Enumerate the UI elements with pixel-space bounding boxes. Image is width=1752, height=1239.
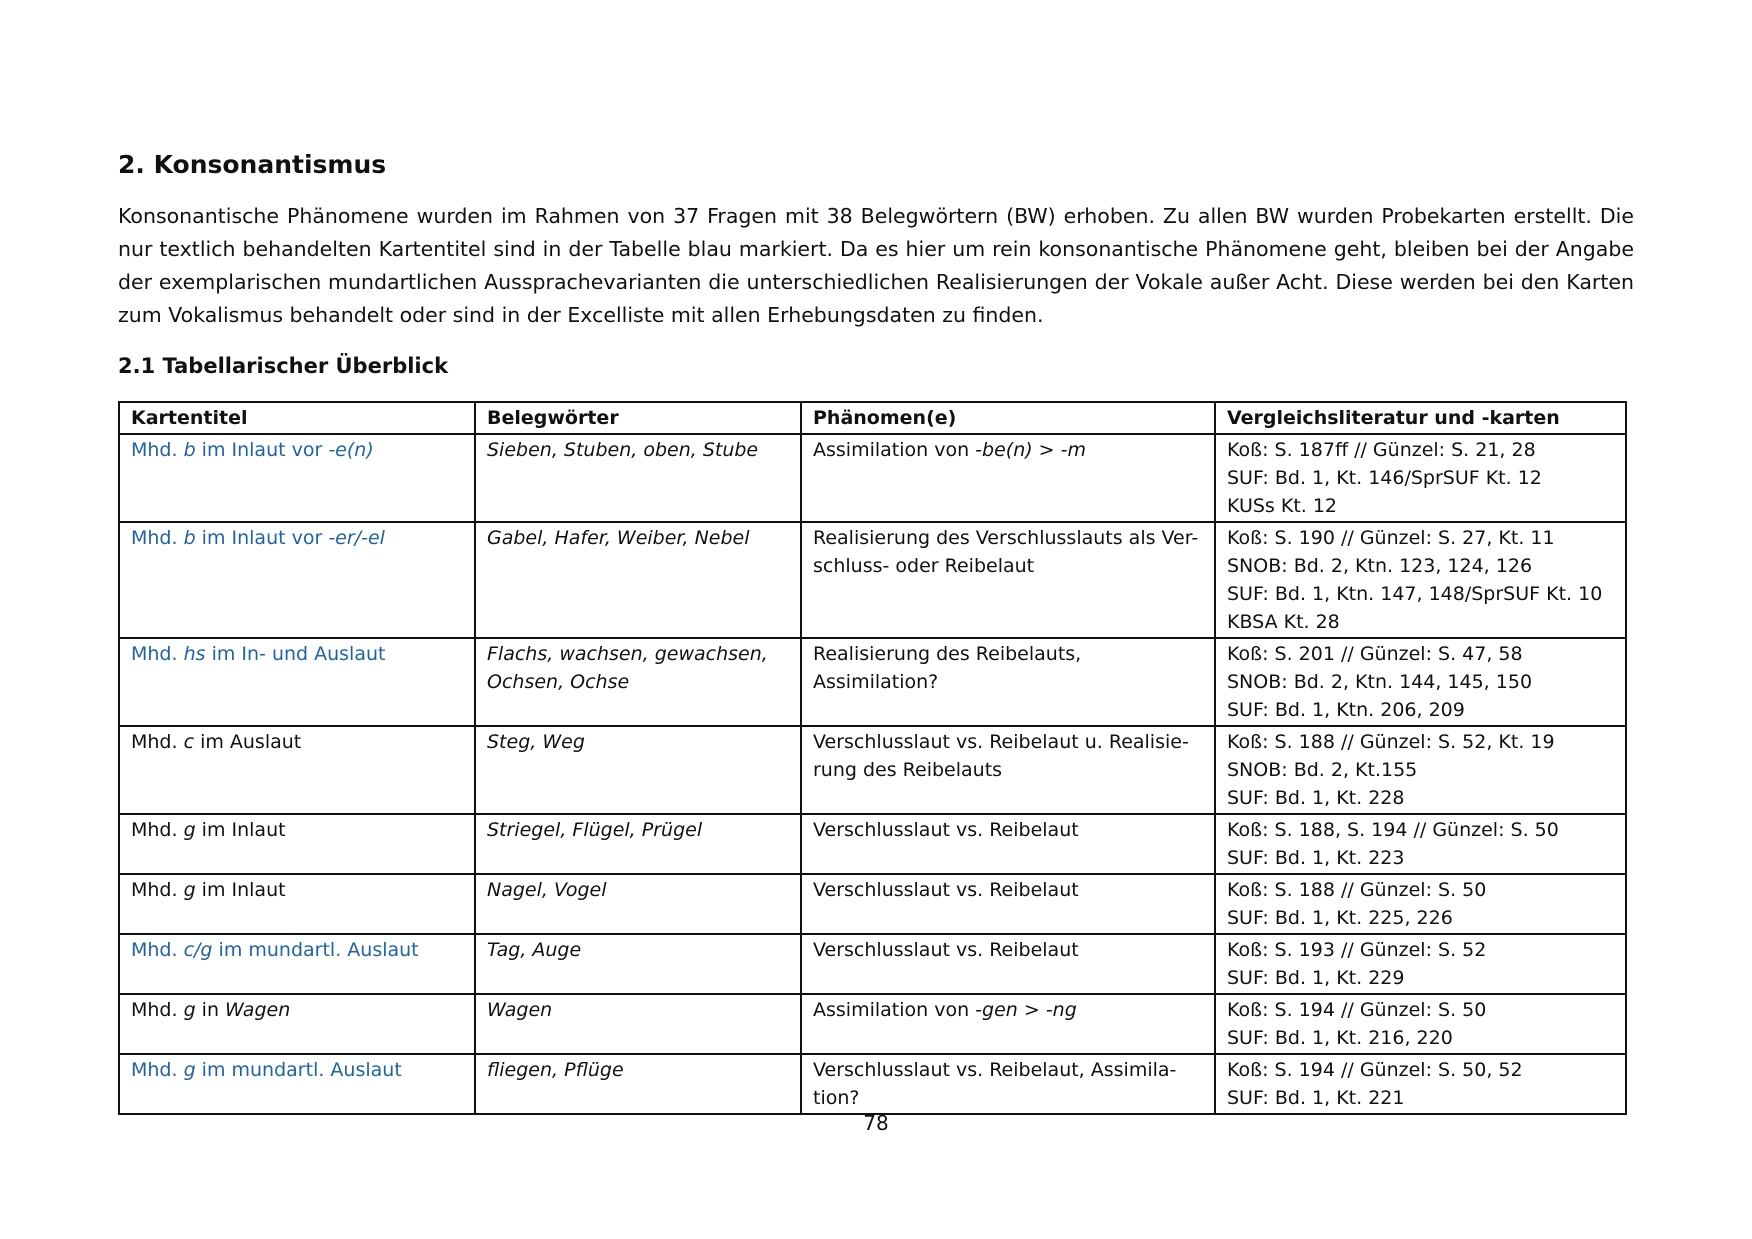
cell-phaenomen: Verschlusslaut vs. Reibelaut u. Realisie- rung des Reibelauts	[801, 726, 1215, 814]
cell-phaenomen: Realisierung des Reibelauts, Assimilation?	[801, 638, 1215, 726]
table-header-row	[119, 402, 1626, 434]
table-row	[119, 874, 1626, 934]
header-kartentitel: Kartentitel	[119, 402, 475, 434]
intro-paragraph: Konsonantische Phänomene wurden im Rahmen von 37 Fragen mit 38 Belegwörtern (BW) erhoben. Zu allen BW wurden Probekarten erstellt. Die nur textlich behandelten Kartentitel sind in der Tabelle blau markiert. Da es hier um rein konsonantische Phänomene geht, bleiben bei der Angabe der exemplarischen mundartlichen Aussprachevarianten die unterschiedlichen Realisierungen der Vokale außer Acht. Diese werden bei den Karten zum Vokalismus behandelt oder sind in der Excelliste mit allen Erhebungsdaten zu finden.	[118, 204, 1634, 327]
cell-belegwoerter: Striegel, Flügel, Prügel	[475, 814, 801, 874]
cell-kartentitel: Mhd. g im Inlaut	[119, 874, 475, 934]
cell-phaenomen: Realisierung des Verschlusslauts als Ver- schluss- oder Reibelaut	[801, 522, 1215, 638]
cell-phaenomen: Verschlusslaut vs. Reibelaut, Assimila- tion?	[801, 1054, 1215, 1114]
table-row	[119, 522, 1626, 638]
cell-literatur: Koß: S. 188 // Günzel: S. 52, Kt. 19 SNOB: Bd. 2, Kt.155 SUF: Bd. 1, Kt. 228	[1215, 726, 1626, 814]
cell-kartentitel: Mhd. g im Inlaut	[119, 814, 475, 874]
table-row	[119, 994, 1626, 1054]
header-phaenomene: Phänomen(e)	[801, 402, 1215, 434]
cell-literatur: Koß: S. 193 // Günzel: S. 52 SUF: Bd. 1, Kt. 229	[1215, 934, 1626, 994]
cell-phaenomen: Assimilation von -gen > -ng	[801, 994, 1215, 1054]
header-vergleichsliteratur: Vergleichsliteratur und -karten	[1215, 402, 1626, 434]
cell-belegwoerter: Tag, Auge	[475, 934, 801, 994]
table-row	[119, 726, 1626, 814]
cell-belegwoerter: Steg, Weg	[475, 726, 801, 814]
cell-kartentitel: Mhd. b im Inlaut vor -er/-el	[119, 522, 475, 638]
cell-belegwoerter: Gabel, Hafer, Weiber, Nebel	[475, 522, 801, 638]
cell-literatur: Koß: S. 201 // Günzel: S. 47, 58 SNOB: Bd. 2, Ktn. 144, 145, 150 SUF: Bd. 1, Ktn. 206, 209	[1215, 638, 1626, 726]
cell-kartentitel: Mhd. c/g im mundartl. Auslaut	[119, 934, 475, 994]
cell-belegwoerter: Flachs, wachsen, gewachsen, Ochsen, Ochse	[475, 638, 801, 726]
cell-kartentitel: Mhd. b im Inlaut vor -e(n)	[119, 434, 475, 522]
table-row	[119, 1054, 1626, 1114]
cell-belegwoerter: Wagen	[475, 994, 801, 1054]
cell-literatur: Koß: S. 190 // Günzel: S. 27, Kt. 11 SNOB: Bd. 2, Ktn. 123, 124, 126 SUF: Bd. 1, Ktn. 147, 148/SprSUF Kt. 10 KBSA Kt. 28	[1215, 522, 1626, 638]
cell-belegwoerter: fliegen, Pflüge	[475, 1054, 801, 1114]
cell-literatur: Koß: S. 188 // Günzel: S. 50 SUF: Bd. 1, Kt. 225, 226	[1215, 874, 1626, 934]
cell-literatur: Koß: S. 187ff // Günzel: S. 21, 28 SUF: Bd. 1, Kt. 146/SprSUF Kt. 12 KUSs Kt. 12	[1215, 434, 1626, 522]
cell-belegwoerter: Nagel, Vogel	[475, 874, 801, 934]
cell-kartentitel: Mhd. c im Auslaut	[119, 726, 475, 814]
section-heading: 2. Konsonantismus	[118, 150, 387, 179]
overview-table	[118, 401, 1627, 1115]
cell-phaenomen: Verschlusslaut vs. Reibelaut	[801, 814, 1215, 874]
cell-literatur: Koß: S. 194 // Günzel: S. 50, 52 SUF: Bd. 1, Kt. 221	[1215, 1054, 1626, 1114]
cell-kartentitel: Mhd. g in Wagen	[119, 994, 475, 1054]
cell-belegwoerter: Sieben, Stuben, oben, Stube	[475, 434, 801, 522]
cell-literatur: Koß: S. 194 // Günzel: S. 50 SUF: Bd. 1, Kt. 216, 220	[1215, 994, 1626, 1054]
cell-phaenomen: Verschlusslaut vs. Reibelaut	[801, 874, 1215, 934]
table-row	[119, 434, 1626, 522]
page-number: 78	[863, 1111, 889, 1135]
cell-phaenomen: Assimilation von -be(n) > -m	[801, 434, 1215, 522]
cell-kartentitel: Mhd. hs im In- und Auslaut	[119, 638, 475, 726]
table-row	[119, 638, 1626, 726]
cell-literatur: Koß: S. 188, S. 194 // Günzel: S. 50 SUF: Bd. 1, Kt. 223	[1215, 814, 1626, 874]
table-row	[119, 934, 1626, 994]
subsection-heading: 2.1 Tabellarischer Überblick	[118, 354, 449, 378]
cell-phaenomen: Verschlusslaut vs. Reibelaut	[801, 934, 1215, 994]
header-belegwoerter: Belegwörter	[475, 402, 801, 434]
table-row	[119, 814, 1626, 874]
cell-kartentitel: Mhd. g im mundartl. Auslaut	[119, 1054, 475, 1114]
